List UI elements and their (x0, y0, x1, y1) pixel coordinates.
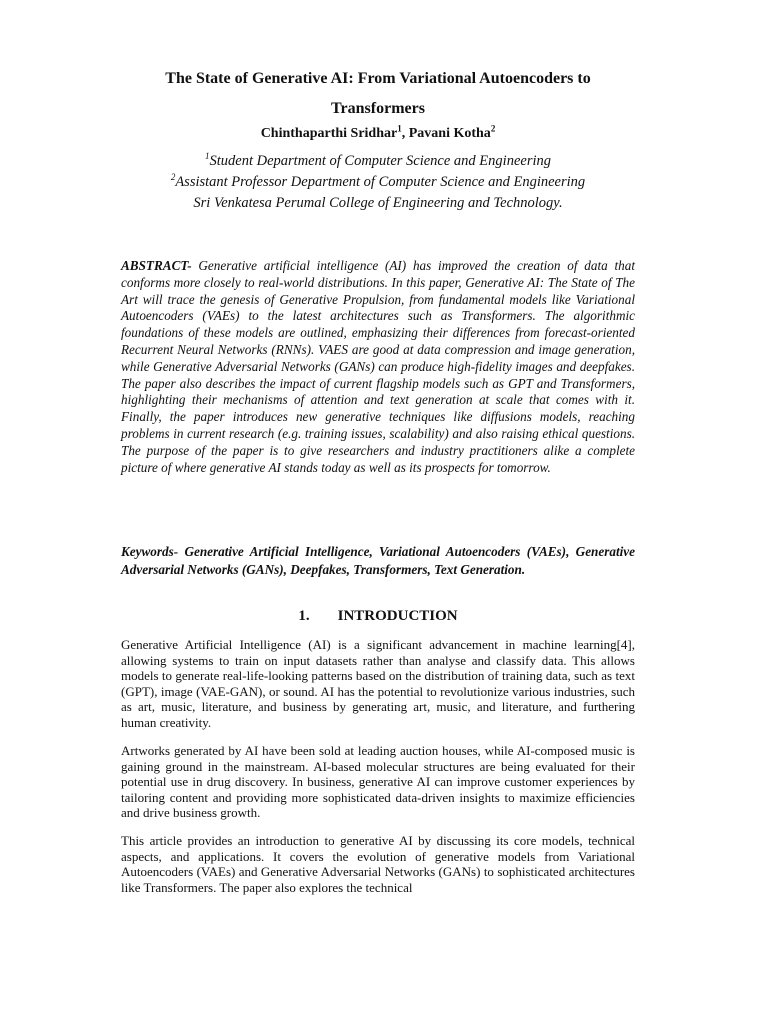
abstract-label: ABSTRACT- (121, 258, 192, 273)
section-heading-introduction (120, 605, 636, 627)
author-1-affiliation-mark: 1 (397, 123, 402, 134)
keywords-text: Generative Artificial Intelligence, Variational Autoencoders (VAEs), Generative Adversarial Networks (GANs), Deepfakes, Transformers, Text Generation. (121, 544, 635, 577)
affiliation-2-text: Assistant Professor Department of Computer Science and Engineering (175, 174, 586, 190)
paper-title-line-1: The State of Generative AI: From Variational Autoencoders to (165, 70, 591, 87)
affiliation-2-mark: 2 (170, 172, 176, 183)
section-title: INTRODUCTION (337, 608, 458, 624)
author-list (120, 124, 636, 144)
intro-paragraph-3: This article provides an introduction to generative AI by discussing its core models, technical aspects, and applications. It covers the evolution of generative models from Variational Autoencoders (VAEs) and Generative Adversarial Networks (GANs) to sophisticated architectures like Transformers. The paper also explores the technical (121, 833, 635, 895)
author-2-affiliation-mark: 2 (490, 123, 496, 134)
affiliation-line-3: Sri Venkatesa Perumal College of Engineering and Technology. (193, 195, 563, 211)
author-2-name: Pavani Kotha (408, 126, 491, 141)
paper-title (120, 64, 636, 124)
affiliation-block (120, 151, 636, 214)
intro-paragraph-1: Generative Artificial Intelligence (AI) is a significant advancement in machine learning[4], allowing systems to train on input datasets rather than analyse and classify data. This allows models to generate real-life-looking patterns based on the distribution of training data, such as text (GPT), image (VAE-GAN), or sound. AI has the potential to revolutionize various industries, such as art, music, literature, and business by generating art, music, and literature, and furthering human creativity. (121, 637, 635, 730)
intro-paragraph-2: Artworks generated by AI have been sold at leading auction houses, while AI-composed music is gaining ground in the mainstream. AI-based molecular structures are being evaluated for their potential use in drug discovery. In business, generative AI can improve customer experiences by tailoring content and providing more sophisticated data-driven insights to maximize efficiencies and drive business growth. (121, 743, 635, 821)
keywords-label: Keywords- (121, 544, 179, 559)
author-separator: , (401, 126, 409, 141)
abstract (121, 258, 635, 476)
section-number: 1. (298, 608, 310, 624)
abstract-text: Generative artificial intelligence (AI) has improved the creation of data that conforms more closely to real-world distributions. In this paper, Generative AI: The State of The Art will trace the genesis of Generative Propulsion, from fundamental models like Variational Autoencoders (VAEs) to the latest architectures such as Transformers. The algorithmic foundations of these models are outlined, emphasizing their differences from forecast-oriented Recurrent Neural Networks (RNNs). VAES are good at data compression and image generation, while Generative Adversarial Networks (GANs) can produce high-fidelity images and deepfakes. The paper also describes the impact of current flagship models such as GPT and Transformers, highlighting their mechanisms of attention and text generation at scale that comes with it. Finally, the paper introduces new generative techniques like diffusions models, reaching problems in current research (e.g. training issues, scalability) and also raising ethical questions. The purpose of the paper is to give researchers and industry practitioners alike a complete picture of where generative AI stands today as well as its prospects for tomorrow. (121, 258, 635, 475)
paper-title-line-2: Transformers (331, 100, 425, 117)
keywords (121, 543, 635, 579)
affiliation-1-mark: 1 (205, 151, 210, 162)
affiliation-line-2 (120, 172, 636, 193)
author-1-name: Chinthaparthi Sridhar (260, 126, 398, 141)
affiliation-line-1 (120, 151, 636, 172)
affiliation-1-text: Student Department of Computer Science and Engineering (209, 153, 551, 169)
